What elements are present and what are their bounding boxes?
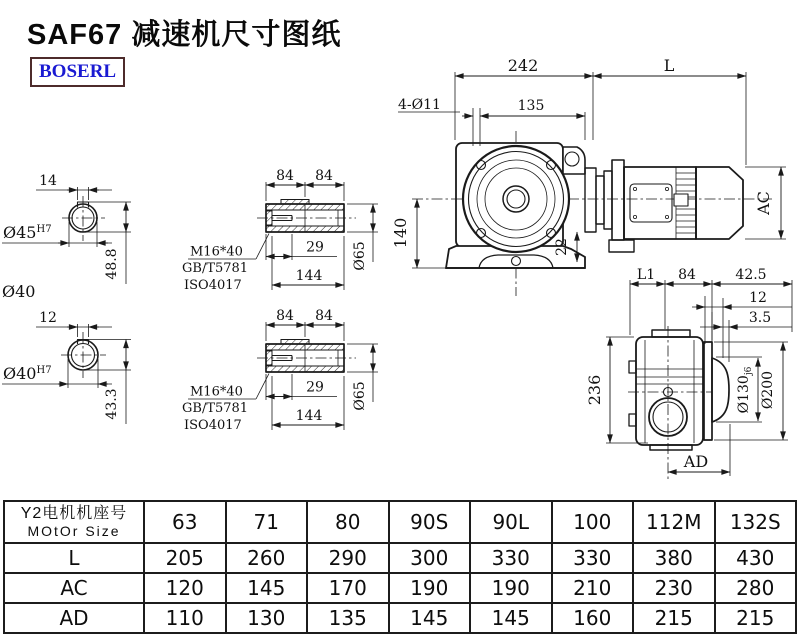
table-cell: 170 [307,573,389,603]
table-row-AC [4,573,796,603]
dim-d130: $Ø130_{j6}$ [736,366,754,414]
table-cell: 190 [389,573,471,603]
dim-keyway-12: 12 [39,310,57,326]
table-cell: 190 [470,573,552,603]
table-cell: 110 [144,603,226,633]
table-cell: 230 [633,573,715,603]
hollow-shaft-bottom [182,308,378,433]
table-cell: 215 [715,603,797,633]
dim-3-5: 3.5 [748,310,772,326]
table-row-AD [4,603,796,633]
boserl-logo: BOSERL [30,57,125,87]
table-cell: 120 [144,573,226,603]
hollow-shaft-top [182,168,378,293]
table-cell: 330 [552,543,634,573]
bore-dia-b: $Ø40^{H7}$ [3,364,52,383]
dim-84: 84 [678,267,696,283]
motor-size-table [3,500,797,634]
table-cell: 160 [552,603,634,633]
col-header: 90S [389,501,471,543]
dim-depth-b: 43.3 [104,388,120,420]
gearbox-front-view [391,56,786,296]
header-en: MOtOr Size [27,523,121,539]
dim-42-5: 42.5 [735,267,767,283]
table-cell: 210 [552,573,634,603]
table-header-motor-size [4,501,144,543]
table-cell: 145 [226,573,308,603]
shaft-section-b [2,310,131,424]
col-header: 90L [470,501,552,543]
table-cell: 130 [226,603,308,633]
table-cell: 205 [144,543,226,573]
dim-140: 140 [391,217,410,249]
dim-L1: L1 [636,267,656,283]
dim-236: 236 [585,374,604,406]
table-cell: 300 [389,543,471,573]
dim-L: L [663,56,675,75]
dim-AD: AD [683,452,709,471]
col-header: 112M [633,501,715,543]
row-label: AD [4,603,144,633]
table-cell: 290 [307,543,389,573]
table-cell: 145 [389,603,471,633]
header-cn: Y2电机机座号 [20,505,128,522]
col-header: 100 [552,501,634,543]
col-header: 132S [715,501,797,543]
gearbox-side-view [585,267,792,480]
table-cell: 135 [307,603,389,633]
table-cell: 145 [470,603,552,633]
row-label: AC [4,573,144,603]
row-label: L [4,543,144,573]
table-cell: 280 [715,573,797,603]
bore-dia-a: $Ø45^{H7}$ [3,223,52,242]
table-cell: 215 [633,603,715,633]
table-header-row [4,501,796,543]
col-header: 71 [226,501,308,543]
dim-242: 242 [507,56,539,75]
dim-keyway-14: 14 [39,173,57,189]
col-header: 80 [307,501,389,543]
dim-depth-a: 48.8 [104,248,120,280]
dim-AC: AC [754,191,773,215]
dim-135: 135 [517,98,545,114]
table-cell: 430 [715,543,797,573]
table-cell: 260 [226,543,308,573]
page-title: SAF67 减速机尺寸图纸 [27,19,342,51]
shaft-dia-label: Ø40 [2,282,36,301]
table-cell: 330 [470,543,552,573]
table-row-L [4,543,796,573]
col-header: 63 [144,501,226,543]
table-cell: 380 [633,543,715,573]
dim-d200: Ø200 [760,370,776,410]
shaft-section-a [2,173,131,301]
dim-12: 12 [749,290,767,306]
dim-4xd11: 4-Ø11 [398,97,441,113]
dim-22: 22 [554,238,570,256]
